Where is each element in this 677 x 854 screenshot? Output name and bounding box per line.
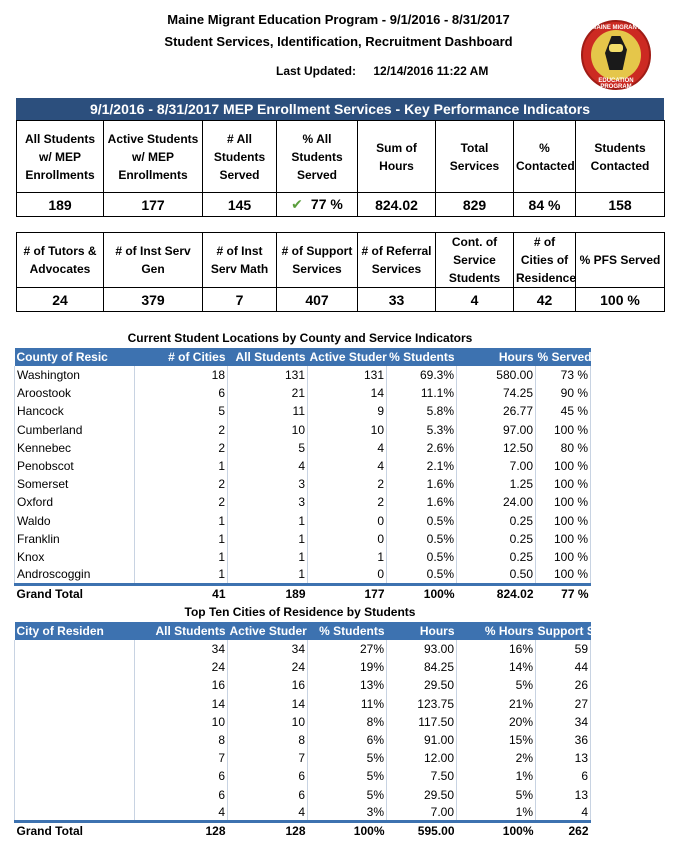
table-cell: 80 % xyxy=(536,439,591,457)
table-row xyxy=(15,566,591,584)
table-cell: 7.00 xyxy=(457,457,536,475)
table-row xyxy=(15,640,591,658)
table-cell: Penobscot xyxy=(15,457,135,475)
table-cell: 34 xyxy=(536,713,591,731)
kpi-label: Sum of Hours xyxy=(358,121,436,193)
table-row xyxy=(15,457,591,475)
kpi-label: # of Cities of Residence xyxy=(514,233,576,288)
table-row xyxy=(15,512,591,530)
table-row xyxy=(15,548,591,566)
table-cell: 26.77 xyxy=(457,402,536,420)
table-cell: 19% xyxy=(308,658,387,676)
table-cell: 0.25 xyxy=(457,530,536,548)
table-row xyxy=(15,804,591,822)
table-cell: 4 xyxy=(135,804,228,822)
table-cell: 11.1% xyxy=(387,384,457,402)
kpi-value: 379 xyxy=(104,288,203,312)
table-cell: 1.25 xyxy=(457,475,536,493)
table-cell: 4 xyxy=(228,457,308,475)
table-cell xyxy=(15,713,135,731)
table-cell: 34 xyxy=(135,640,228,658)
table-row xyxy=(15,530,591,548)
table-cell: 3 xyxy=(228,493,308,511)
kpi-value: 158 xyxy=(576,193,665,217)
table-row xyxy=(15,658,591,676)
last-updated-label: Last Updated: xyxy=(276,64,357,78)
table-cell: 5.3% xyxy=(387,421,457,439)
table-cell xyxy=(15,658,135,676)
table-cell: 12.50 xyxy=(457,439,536,457)
kpi-label: Total Services xyxy=(436,121,514,193)
table-cell: 1 xyxy=(135,548,228,566)
kpi-title: 9/1/2016 - 8/31/2017 MEP Enrollment Services - Key Performance Indicators xyxy=(16,98,664,120)
table-cell: 3 xyxy=(228,475,308,493)
report-subtitle: Student Services, Identification, Recruitment Dashboard xyxy=(164,34,513,49)
grand-total-row xyxy=(15,822,591,839)
table-cell: 24.00 xyxy=(457,493,536,511)
cities-column-header[interactable]: Hours xyxy=(387,622,457,640)
table-cell: 0 xyxy=(308,530,387,548)
county-column-header[interactable]: Hours xyxy=(457,348,536,366)
table-cell: 1% xyxy=(457,767,536,785)
total-cell: 177 xyxy=(308,584,387,601)
table-cell: 123.75 xyxy=(387,695,457,713)
table-cell: 0 xyxy=(308,512,387,530)
table-cell: Androscoggin xyxy=(15,566,135,584)
kpi-value: 177 xyxy=(104,193,203,217)
table-cell: 21% xyxy=(457,695,536,713)
kpi-label: Cont. of Service Students xyxy=(436,233,514,288)
table-cell: 131 xyxy=(308,366,387,384)
table-cell: 20% xyxy=(457,713,536,731)
table-cell: 2.6% xyxy=(387,439,457,457)
last-updated-value: 12/14/2016 11:22 AM xyxy=(373,64,489,78)
county-column-header[interactable]: Active Studer xyxy=(309,350,387,364)
table-row xyxy=(15,695,591,713)
kpi-label: # of Inst Serv Gen xyxy=(104,233,203,288)
table-cell: 1 xyxy=(135,530,228,548)
logo-text-bottom: EDUCATION PROGRAM xyxy=(598,78,634,90)
table-cell: 6 xyxy=(228,767,308,785)
table-cell: 100 % xyxy=(536,548,591,566)
table-cell: 7.00 xyxy=(387,804,457,822)
table-cell: 5 xyxy=(135,402,228,420)
logo-text-top: MAINE MIGRANT xyxy=(591,25,641,31)
kpi-table-1 xyxy=(16,120,665,217)
county-column-header[interactable]: % Served xyxy=(537,350,592,364)
table-cell: 97.00 xyxy=(457,421,536,439)
table-cell: 0.5% xyxy=(387,548,457,566)
table-cell: 2% xyxy=(457,749,536,767)
table-cell: 91.00 xyxy=(387,731,457,749)
county-column-header[interactable]: # of Cities xyxy=(135,348,228,366)
kpi-label: Students Contacted xyxy=(576,121,665,193)
table-cell: 6 xyxy=(135,384,228,402)
table-cell: 580.00 xyxy=(457,366,536,384)
report-header xyxy=(0,0,677,92)
kpi-value: 145 xyxy=(203,193,277,217)
table-cell: Aroostook xyxy=(15,384,135,402)
table-cell: 2.1% xyxy=(387,457,457,475)
table-cell: 14% xyxy=(457,658,536,676)
table-cell: 5 xyxy=(228,439,308,457)
table-cell: 5% xyxy=(308,786,387,804)
table-cell: 0.5% xyxy=(387,512,457,530)
table-cell: 5.8% xyxy=(387,402,457,420)
table-cell: Washington xyxy=(15,366,135,384)
table-row xyxy=(15,676,591,694)
total-cell: 595.00 xyxy=(387,822,457,839)
table-cell: 6 xyxy=(135,767,228,785)
county-header-row xyxy=(15,348,591,366)
table-row xyxy=(15,439,591,457)
table-cell: 93.00 xyxy=(387,640,457,658)
table-cell xyxy=(15,731,135,749)
table-cell: 117.50 xyxy=(387,713,457,731)
table-cell: 14 xyxy=(135,695,228,713)
table-cell xyxy=(15,786,135,804)
table-cell: 0.25 xyxy=(457,512,536,530)
table-cell: 10 xyxy=(308,421,387,439)
total-cell: 41 xyxy=(135,584,228,601)
table-cell: 16 xyxy=(135,676,228,694)
table-cell: 2 xyxy=(308,493,387,511)
total-cell: Grand Total xyxy=(15,584,135,601)
county-column-header[interactable]: % Students xyxy=(387,348,457,366)
kpi-table-2 xyxy=(16,232,665,312)
table-cell: 100 % xyxy=(536,457,591,475)
table-row xyxy=(15,366,591,384)
county-table xyxy=(14,348,591,601)
kpi-label: # of Inst Serv Math xyxy=(203,233,277,288)
table-cell: 8 xyxy=(135,731,228,749)
table-cell: Waldo xyxy=(15,512,135,530)
table-cell: 8% xyxy=(308,713,387,731)
table-cell: 6 xyxy=(536,767,591,785)
table-cell: 10 xyxy=(228,421,308,439)
table-cell: 100 % xyxy=(536,512,591,530)
table-cell: 6 xyxy=(228,786,308,804)
table-cell: 1% xyxy=(457,804,536,822)
table-cell xyxy=(15,749,135,767)
table-cell: 131 xyxy=(228,366,308,384)
table-cell: 69.3% xyxy=(387,366,457,384)
cities-column-header[interactable]: % Hours xyxy=(457,622,536,640)
table-row xyxy=(15,421,591,439)
kpi-label: # All Students Served xyxy=(203,121,277,193)
table-cell: 1 xyxy=(228,566,308,584)
cities-header-row xyxy=(15,622,591,640)
kpi-value: 100 % xyxy=(576,288,665,312)
table-cell: 34 xyxy=(228,640,308,658)
cities-table-title: Top Ten Cities of Residence by Students xyxy=(184,605,416,619)
table-cell: Kennebec xyxy=(15,439,135,457)
table-cell: 0.25 xyxy=(457,548,536,566)
table-cell: 16 xyxy=(228,676,308,694)
last-updated xyxy=(276,64,488,78)
kpi-value: 33 xyxy=(358,288,436,312)
county-table-title: Current Student Locations by County and Service Indicators xyxy=(127,331,473,345)
table-cell: 1.6% xyxy=(387,493,457,511)
table-row xyxy=(15,713,591,731)
table-cell: 13 xyxy=(536,749,591,767)
table-cell: 90 % xyxy=(536,384,591,402)
table-cell: Oxford xyxy=(15,493,135,511)
table-cell: Somerset xyxy=(15,475,135,493)
table-cell: 45 % xyxy=(536,402,591,420)
kpi-value: 84 % xyxy=(514,193,576,217)
table-cell: 29.50 xyxy=(387,676,457,694)
table-cell xyxy=(15,767,135,785)
table-cell: 7 xyxy=(228,749,308,767)
kpi-value: 189 xyxy=(17,193,104,217)
cities-column-header[interactable]: Active Studer xyxy=(229,624,307,638)
table-row xyxy=(15,475,591,493)
kpi-label: % All Students Served xyxy=(277,121,358,193)
table-cell: 4 xyxy=(228,804,308,822)
table-cell: Knox xyxy=(15,548,135,566)
table-cell: Hancock xyxy=(15,402,135,420)
table-cell: 14 xyxy=(228,695,308,713)
kpi-value: 7 xyxy=(203,288,277,312)
total-cell: 189 xyxy=(228,584,308,601)
table-cell: 7.50 xyxy=(387,767,457,785)
table-cell: 2 xyxy=(135,439,228,457)
table-cell: 2 xyxy=(308,475,387,493)
table-cell: 0 xyxy=(308,566,387,584)
table-cell: 6 xyxy=(135,786,228,804)
table-cell: 0.5% xyxy=(387,566,457,584)
table-row xyxy=(15,731,591,749)
mep-logo xyxy=(581,20,651,90)
table-row xyxy=(15,749,591,767)
county-column-header[interactable]: County of Resic xyxy=(15,348,135,366)
table-row xyxy=(15,493,591,511)
table-cell xyxy=(15,695,135,713)
table-cell xyxy=(15,804,135,822)
table-cell: 26 xyxy=(536,676,591,694)
table-cell: 5% xyxy=(308,767,387,785)
county-column-header[interactable]: All Students xyxy=(228,348,308,366)
table-cell: 14 xyxy=(308,384,387,402)
checkmark-icon: ✔ xyxy=(291,196,303,212)
table-cell: 24 xyxy=(135,658,228,676)
table-cell: 74.25 xyxy=(457,384,536,402)
kpi-label: # of Support Services xyxy=(277,233,358,288)
table-cell: 1 xyxy=(135,457,228,475)
kpi-value: 829 xyxy=(436,193,514,217)
table-cell: 21 xyxy=(228,384,308,402)
kpi-value: 4 xyxy=(436,288,514,312)
table-cell: 73 % xyxy=(536,366,591,384)
table-cell: 44 xyxy=(536,658,591,676)
total-cell: 128 xyxy=(135,822,228,839)
table-cell: 5% xyxy=(457,676,536,694)
kpi-value: 42 xyxy=(514,288,576,312)
table-cell: 100 % xyxy=(536,421,591,439)
table-cell: 84.25 xyxy=(387,658,457,676)
table-cell: 1 xyxy=(135,512,228,530)
table-cell: 24 xyxy=(228,658,308,676)
table-cell: 100 % xyxy=(536,493,591,511)
kpi-value: 77 % xyxy=(310,196,343,212)
table-cell: 6% xyxy=(308,731,387,749)
table-cell: 5% xyxy=(457,786,536,804)
grand-total-row xyxy=(15,584,591,601)
table-cell: 1 xyxy=(308,548,387,566)
table-cell: 10 xyxy=(135,713,228,731)
table-cell: 4 xyxy=(308,457,387,475)
table-cell: 11% xyxy=(308,695,387,713)
table-cell: 1 xyxy=(228,512,308,530)
table-cell: 2 xyxy=(135,493,228,511)
table-row xyxy=(15,384,591,402)
table-cell: 9 xyxy=(308,402,387,420)
table-cell xyxy=(15,676,135,694)
table-cell: 12.00 xyxy=(387,749,457,767)
table-cell: 11 xyxy=(228,402,308,420)
table-cell: 0.50 xyxy=(457,566,536,584)
table-cell: 100 % xyxy=(536,475,591,493)
kpi-value: 407 xyxy=(277,288,358,312)
table-cell: 4 xyxy=(308,439,387,457)
table-cell: 1 xyxy=(228,548,308,566)
total-cell: 262 xyxy=(536,822,591,839)
kpi-label: All Students w/ MEP Enrollments xyxy=(17,121,104,193)
cities-column-header[interactable]: Support Se xyxy=(537,624,602,638)
table-row xyxy=(15,767,591,785)
kpi-value-cell xyxy=(277,193,358,217)
total-cell: 100% xyxy=(387,584,457,601)
table-cell: 7 xyxy=(135,749,228,767)
table-cell: 13% xyxy=(308,676,387,694)
kpi-label: # of Tutors & Advocates xyxy=(17,233,104,288)
table-cell: 1 xyxy=(228,530,308,548)
table-cell: 59 xyxy=(536,640,591,658)
total-cell: 824.02 xyxy=(457,584,536,601)
table-cell: 5% xyxy=(308,749,387,767)
table-row xyxy=(15,786,591,804)
total-cell: 100% xyxy=(308,822,387,839)
total-cell: 128 xyxy=(228,822,308,839)
report-title: Maine Migrant Education Program - 9/1/2016 - 8/31/2017 xyxy=(167,12,510,27)
table-cell xyxy=(15,640,135,658)
table-cell: 4 xyxy=(536,804,591,822)
table-cell: 15% xyxy=(457,731,536,749)
table-cell: 8 xyxy=(228,731,308,749)
cities-column-header[interactable]: City of Residen xyxy=(15,622,135,640)
kpi-value: 824.02 xyxy=(358,193,436,217)
table-cell: 13 xyxy=(536,786,591,804)
table-cell: 1 xyxy=(135,566,228,584)
kpi-label: % Contacted xyxy=(514,121,576,193)
kpi-label: Active Students w/ MEP Enrollments xyxy=(104,121,203,193)
table-cell: 100 % xyxy=(536,566,591,584)
kpi-label: % PFS Served xyxy=(576,233,665,288)
table-cell: 2 xyxy=(135,475,228,493)
table-cell: 2 xyxy=(135,421,228,439)
kpi-value: 24 xyxy=(17,288,104,312)
total-cell: 77 % xyxy=(536,584,591,601)
table-cell: 100 % xyxy=(536,530,591,548)
table-cell: 10 xyxy=(228,713,308,731)
cities-column-header[interactable]: % Students xyxy=(308,622,387,640)
cities-table xyxy=(14,622,602,839)
table-cell: 0.5% xyxy=(387,530,457,548)
cities-column-header[interactable]: All Students xyxy=(135,622,228,640)
table-cell: 27 xyxy=(536,695,591,713)
table-cell: 36 xyxy=(536,731,591,749)
table-cell: 27% xyxy=(308,640,387,658)
table-cell: 18 xyxy=(135,366,228,384)
table-cell: Cumberland xyxy=(15,421,135,439)
table-cell: 3% xyxy=(308,804,387,822)
kpi-label: # of Referral Services xyxy=(358,233,436,288)
table-cell: Franklin xyxy=(15,530,135,548)
table-row xyxy=(15,402,591,420)
table-cell: 16% xyxy=(457,640,536,658)
total-cell: Grand Total xyxy=(15,822,135,839)
table-cell: 29.50 xyxy=(387,786,457,804)
total-cell: 100% xyxy=(457,822,536,839)
table-cell: 1.6% xyxy=(387,475,457,493)
